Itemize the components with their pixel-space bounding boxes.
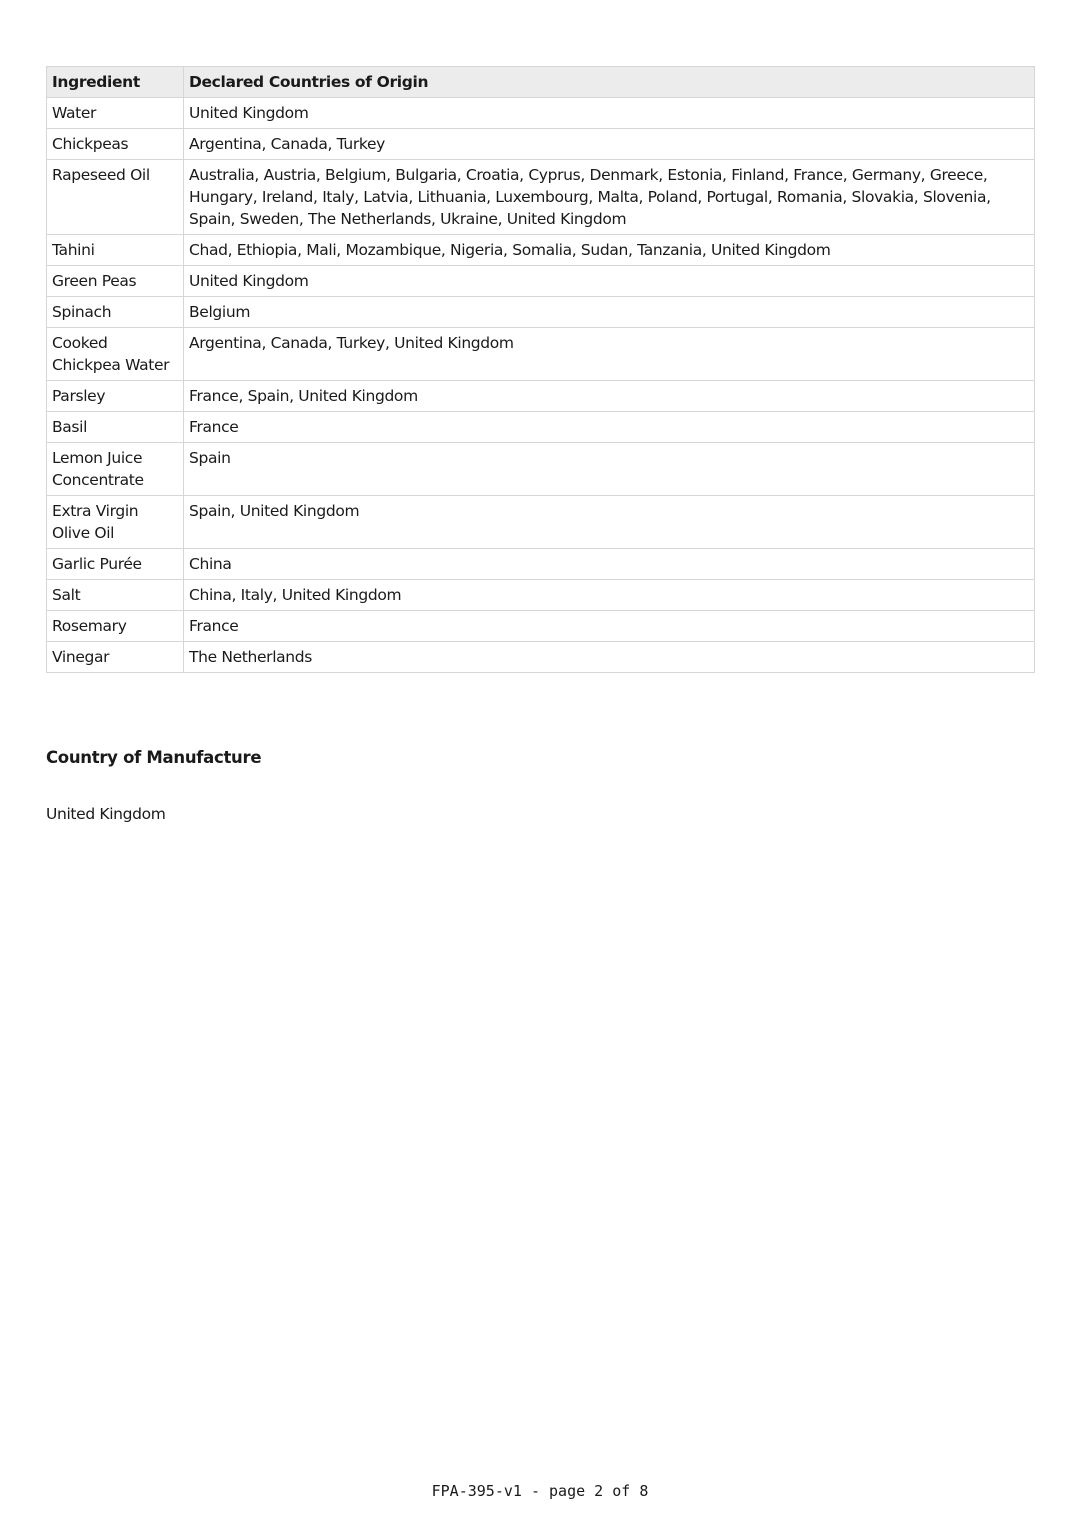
- ingredient-cell: Salt: [47, 580, 184, 611]
- origin-cell: China, Italy, United Kingdom: [184, 580, 1035, 611]
- table-row: [47, 443, 1035, 496]
- ingredient-origin-table: [46, 66, 1035, 673]
- origin-cell: Argentina, Canada, Turkey, United Kingdom: [184, 328, 1035, 381]
- origin-cell: Belgium: [184, 297, 1035, 328]
- ingredient-cell: Vinegar: [47, 642, 184, 673]
- origin-cell: Argentina, Canada, Turkey: [184, 129, 1035, 160]
- header-ingredient: Ingredient: [47, 67, 184, 98]
- ingredient-cell: Parsley: [47, 381, 184, 412]
- manufacture-country: United Kingdom: [46, 805, 166, 823]
- origin-cell: The Netherlands: [184, 642, 1035, 673]
- table-row: [47, 297, 1035, 328]
- table-row: [47, 129, 1035, 160]
- table-row: [47, 611, 1035, 642]
- table-body: [47, 98, 1035, 673]
- header-declared-countries: Declared Countries of Origin: [184, 67, 1035, 98]
- ingredient-cell: Tahini: [47, 235, 184, 266]
- ingredient-cell: Extra Virgin Olive Oil: [47, 496, 184, 549]
- ingredient-cell: Green Peas: [47, 266, 184, 297]
- origin-cell: France: [184, 412, 1035, 443]
- table-row: [47, 496, 1035, 549]
- ingredient-cell: Rosemary: [47, 611, 184, 642]
- origin-cell: France: [184, 611, 1035, 642]
- origin-cell: Australia, Austria, Belgium, Bulgaria, Croatia, Cyprus, Denmark, Estonia, Finland, France, Germany, Greece, Hungary, Ireland, Italy, Latvia, Lithuania, Luxembourg, Malta, Poland, Portugal, Romania, Slovakia, Slovenia, Spain, Sweden, The Netherlands, Ukraine, United Kingdom: [184, 160, 1035, 235]
- table-row: [47, 381, 1035, 412]
- table-row: [47, 328, 1035, 381]
- ingredient-cell: Spinach: [47, 297, 184, 328]
- table-row: [47, 580, 1035, 611]
- origin-cell: Chad, Ethiopia, Mali, Mozambique, Nigeria, Somalia, Sudan, Tanzania, United Kingdom: [184, 235, 1035, 266]
- origin-cell: United Kingdom: [184, 266, 1035, 297]
- table-row: [47, 549, 1035, 580]
- table-header-row: [47, 67, 1035, 98]
- origin-cell: United Kingdom: [184, 98, 1035, 129]
- origin-cell: Spain: [184, 443, 1035, 496]
- origin-cell: Spain, United Kingdom: [184, 496, 1035, 549]
- table-row: [47, 642, 1035, 673]
- table-row: [47, 160, 1035, 235]
- ingredient-cell: Basil: [47, 412, 184, 443]
- ingredient-cell: Lemon Juice Concentrate: [47, 443, 184, 496]
- ingredient-cell: Chickpeas: [47, 129, 184, 160]
- ingredient-cell: Water: [47, 98, 184, 129]
- ingredient-cell: Cooked Chickpea Water: [47, 328, 184, 381]
- origin-cell: China: [184, 549, 1035, 580]
- origin-cell: France, Spain, United Kingdom: [184, 381, 1035, 412]
- manufacture-heading: Country of Manufacture: [46, 748, 262, 767]
- ingredient-cell: Garlic Purée: [47, 549, 184, 580]
- table-row: [47, 266, 1035, 297]
- page-footer: FPA-395-v1 - page 2 of 8: [431, 1482, 649, 1500]
- ingredient-cell: Rapeseed Oil: [47, 160, 184, 235]
- table-row: [47, 235, 1035, 266]
- table-row: [47, 98, 1035, 129]
- table-row: [47, 412, 1035, 443]
